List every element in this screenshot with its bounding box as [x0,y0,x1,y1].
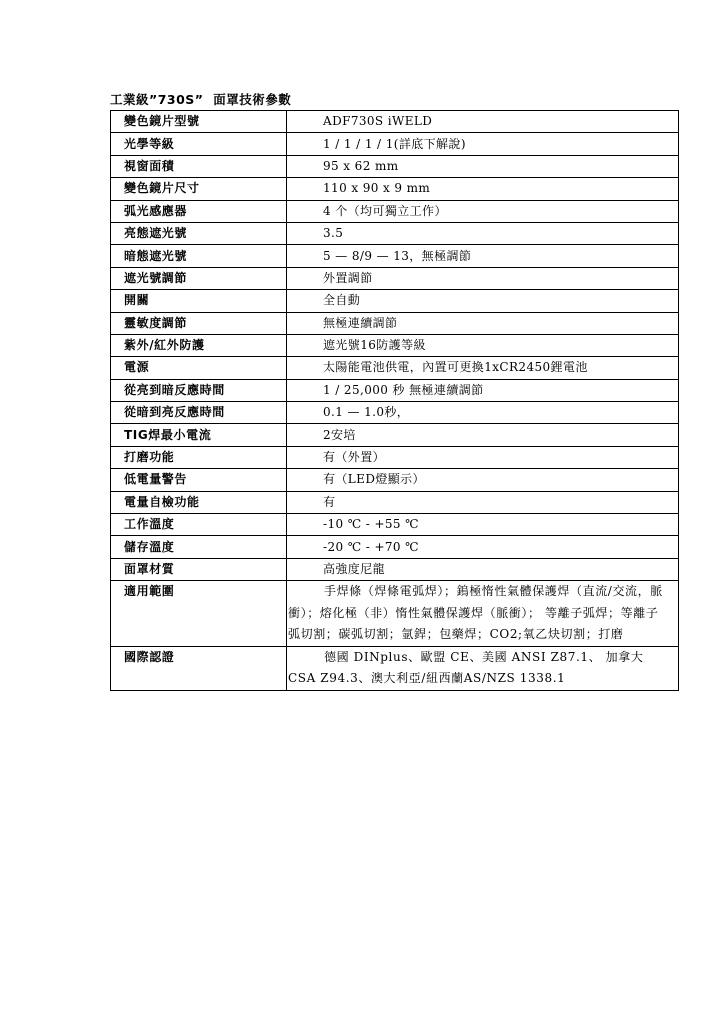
row-value: -10 ℃ - +55 ℃ [287,514,679,536]
row-value: 全自動 [287,290,679,312]
table-row [111,446,679,468]
row-value: 有 [287,491,679,513]
row-value: 太陽能電池供電，內置可更換1xCR2450鋰電池 [287,357,679,379]
row-value: 4 个（均可獨立工作） [287,200,679,222]
row-value: 5 — 8/9 — 13，無極調節 [287,245,679,267]
row-label: 紫外/紅外防護 [111,334,287,356]
row-value: ADF730S iWELD [287,111,679,133]
row-label: 從亮到暗反應時間 [111,379,287,401]
row-label: 面罩材質 [111,558,287,580]
spec-table [110,110,679,691]
row-value: 95 x 62 mm [287,155,679,177]
table-row [111,312,679,334]
row-label: 視窗面積 [111,155,287,177]
row-value: 2安培 [287,424,679,446]
row-value: 有（外置） [287,446,679,468]
table-row [111,514,679,536]
row-label: 電源 [111,357,287,379]
row-label: 暗態遮光號 [111,245,287,267]
row-label: 低電量警告 [111,469,287,491]
row-value: 3.5 [287,222,679,244]
row-label: 遮光號調節 [111,267,287,289]
table-row [111,111,679,133]
row-value: 高強度尼龍 [287,558,679,580]
table-row [111,155,679,177]
row-value: 1 / 25,000 秒 無極連續調節 [287,379,679,401]
row-label: 光學等級 [111,133,287,155]
table-row [111,334,679,356]
table-row [111,379,679,401]
document-title: 工業級”730S” 面罩技術參數 [110,92,292,107]
row-label: 開關 [111,290,287,312]
row-label: 變色鏡片型號 [111,111,287,133]
row-value: 外置調節 [287,267,679,289]
row-label: 適用範圍 [111,581,287,647]
row-label: 弧光感應器 [111,200,287,222]
row-value: -20 ℃ - +70 ℃ [287,536,679,558]
table-row [111,267,679,289]
table-row [111,133,679,155]
row-value: 0.1 — 1.0秒， [287,402,679,424]
row-value: 德國 DINplus、歐盟 CE、美國 ANSI Z87.1、 加拿大CSA Z94.3、澳大利亞/紐西蘭AS/NZS 1338.1 [287,646,679,690]
table-row [111,581,679,647]
row-label: 電量自檢功能 [111,491,287,513]
table-row [111,357,679,379]
table-row [111,402,679,424]
row-value: 手焊條（焊條電弧焊）；鎢極惰性氣體保護焊（直流/交流，脈衝）；熔化極（非）惰性氣體保護焊（脈衝）； 等離子弧焊；等離子弧切割；碳弧切割；氩銲；包藥焊；CO2;氧乙炔切割；打磨 [287,581,679,647]
table-row [111,245,679,267]
row-value: 遮光號16防護等級 [287,334,679,356]
row-label: 變色鏡片尺寸 [111,178,287,200]
table-row [111,178,679,200]
table-row [111,558,679,580]
row-label: 從暗到亮反應時間 [111,402,287,424]
row-value: 1 / 1 / 1 / 1(詳底下解說) [287,133,679,155]
table-row [111,646,679,690]
row-value: 無極連續調節 [287,312,679,334]
table-row [111,290,679,312]
table-row [111,491,679,513]
table-row [111,222,679,244]
table-row [111,536,679,558]
row-label: 亮態遮光號 [111,222,287,244]
row-label: 靈敏度調節 [111,312,287,334]
row-label: 國際認證 [111,646,287,690]
table-row [111,200,679,222]
row-label: 打磨功能 [111,446,287,468]
row-label: TIG焊最小電流 [111,424,287,446]
row-value: 110 x 90 x 9 mm [287,178,679,200]
row-label: 儲存溫度 [111,536,287,558]
row-value: 有（LED燈顯示） [287,469,679,491]
row-label: 工作溫度 [111,514,287,536]
table-row [111,424,679,446]
table-row [111,469,679,491]
